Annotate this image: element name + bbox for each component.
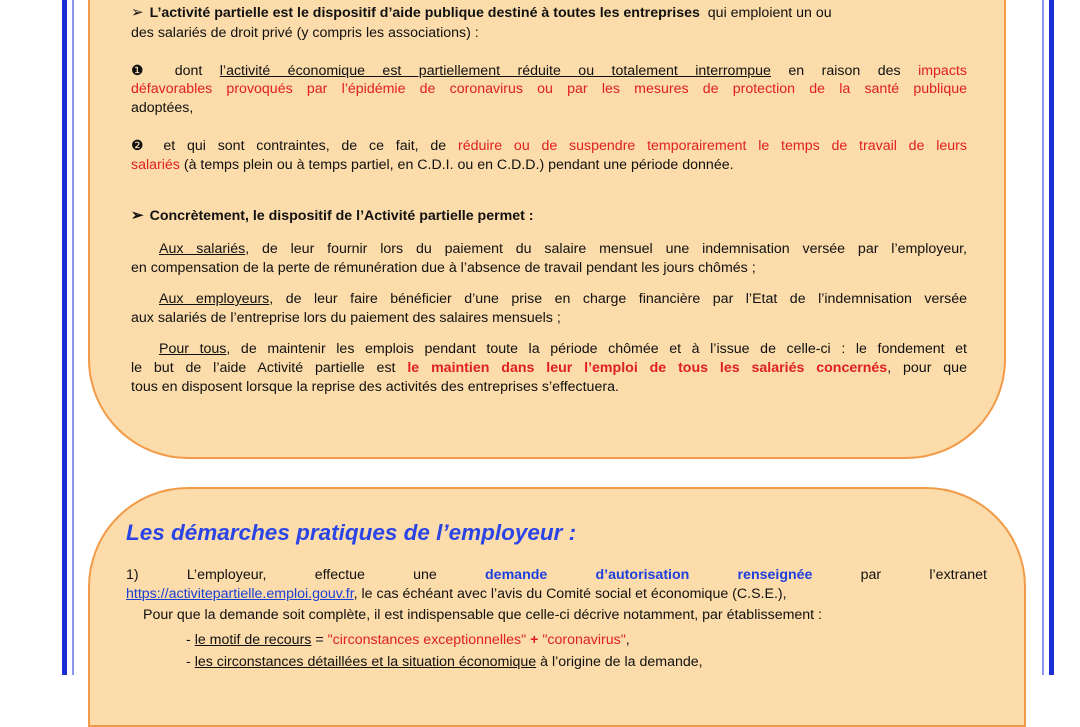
arrow-bullet-icon: ➢	[131, 207, 144, 224]
para-tous-line3: tous en disposent lorsque la reprise des activités des entreprises s’effectuera.	[131, 379, 619, 395]
intro-line-1	[131, 4, 967, 22]
step1-line2: https://activitepartielle.emploi.gouv.fr, le cas échéant avec l’avis du Comité social et économique (C.S.E.),	[126, 586, 787, 602]
para-tous-line2: le but de l’aide Activité partielle est le maintien dans leur l’emploi de tous les salariés concernés, pour que	[131, 360, 967, 376]
maintien-emploi-highlight: le maintien dans leur l’emploi de tous les salariés concernés	[407, 360, 888, 376]
para-employeurs-line1: Aux employeurs, de leur faire bénéficier d’une prise en charge financière par l’Etat de l’indemnisation versée	[159, 291, 967, 307]
item1-line3: adoptées,	[131, 100, 194, 116]
para-salaries-line1: Aux salariés, de leur fournir lors du paiement du salaire mensuel une indemnisation versée par l’employeur,	[159, 241, 967, 257]
complete-demand-line: Pour que la demande soit complète, il est indispensable que celle-ci décrive notamment, par établissement :	[143, 607, 823, 623]
item2-line2: salariés (à temps plein ou à temps partiel, en C.D.I. ou en C.D.D.) pendant une période donnée.	[131, 157, 734, 173]
intro-line-2: des salariés de droit privé (y compris les associations) :	[131, 25, 479, 41]
step1-line1: 1) L’employeur, effectue une demande d’autorisation renseignée par l’extranet	[126, 567, 987, 583]
item1-line2: défavorables provoqués par l’épidémie de coronavirus ou par les mesures de protection de la santé publique	[131, 81, 967, 97]
motif-recours-bullet: - le motif de recours = "circonstances exceptionnelles" + "coronavirus",	[186, 632, 630, 648]
section-heading-demarches: Les démarches pratiques de l’employeur :	[126, 520, 577, 545]
arrow-bullet-icon: ➢	[131, 4, 144, 21]
intro-bold: L’activité partielle est le dispositif d’aide publique destiné à toutes les entreprises	[149, 5, 700, 21]
intro-rest: qui emploient un ou	[707, 5, 832, 21]
item1-underlined: l’activité économique est partiellement réduite ou totalement interrompue	[219, 63, 771, 79]
para-employeurs-line2: aux salariés de l’entreprise lors du paiement des salaires mensuels ;	[131, 310, 561, 326]
para-salaries-line2: en compensation de la perte de rémunération due à l’absence de travail pendant les jours chômés ;	[131, 260, 756, 276]
concretely-title: ➢ Concrètement, le dispositif de l’Activité partielle permet :	[131, 207, 534, 224]
extranet-link[interactable]: https://activitepartielle.emploi.gouv.fr	[126, 586, 354, 602]
bullet-one-icon: ❶	[131, 63, 158, 79]
bullet-two-icon: ❷	[131, 138, 152, 154]
item1-line1: ❶ dont l’activité économique est partiellement réduite ou totalement interrompue en raison des impacts	[131, 63, 967, 79]
item2-line1: ❷ et qui sont contraintes, de ce fait, de réduire ou de suspendre temporairement le temps de travail de leurs	[131, 138, 967, 154]
para-tous-line1: Pour tous, de maintenir les emplois pendant toute la période chômée et à l’issue de celle-ci : le fondement et	[159, 341, 967, 357]
circonstances-bullet: - les circonstances détaillées et la situation économique à l’origine de la demande,	[186, 654, 703, 670]
